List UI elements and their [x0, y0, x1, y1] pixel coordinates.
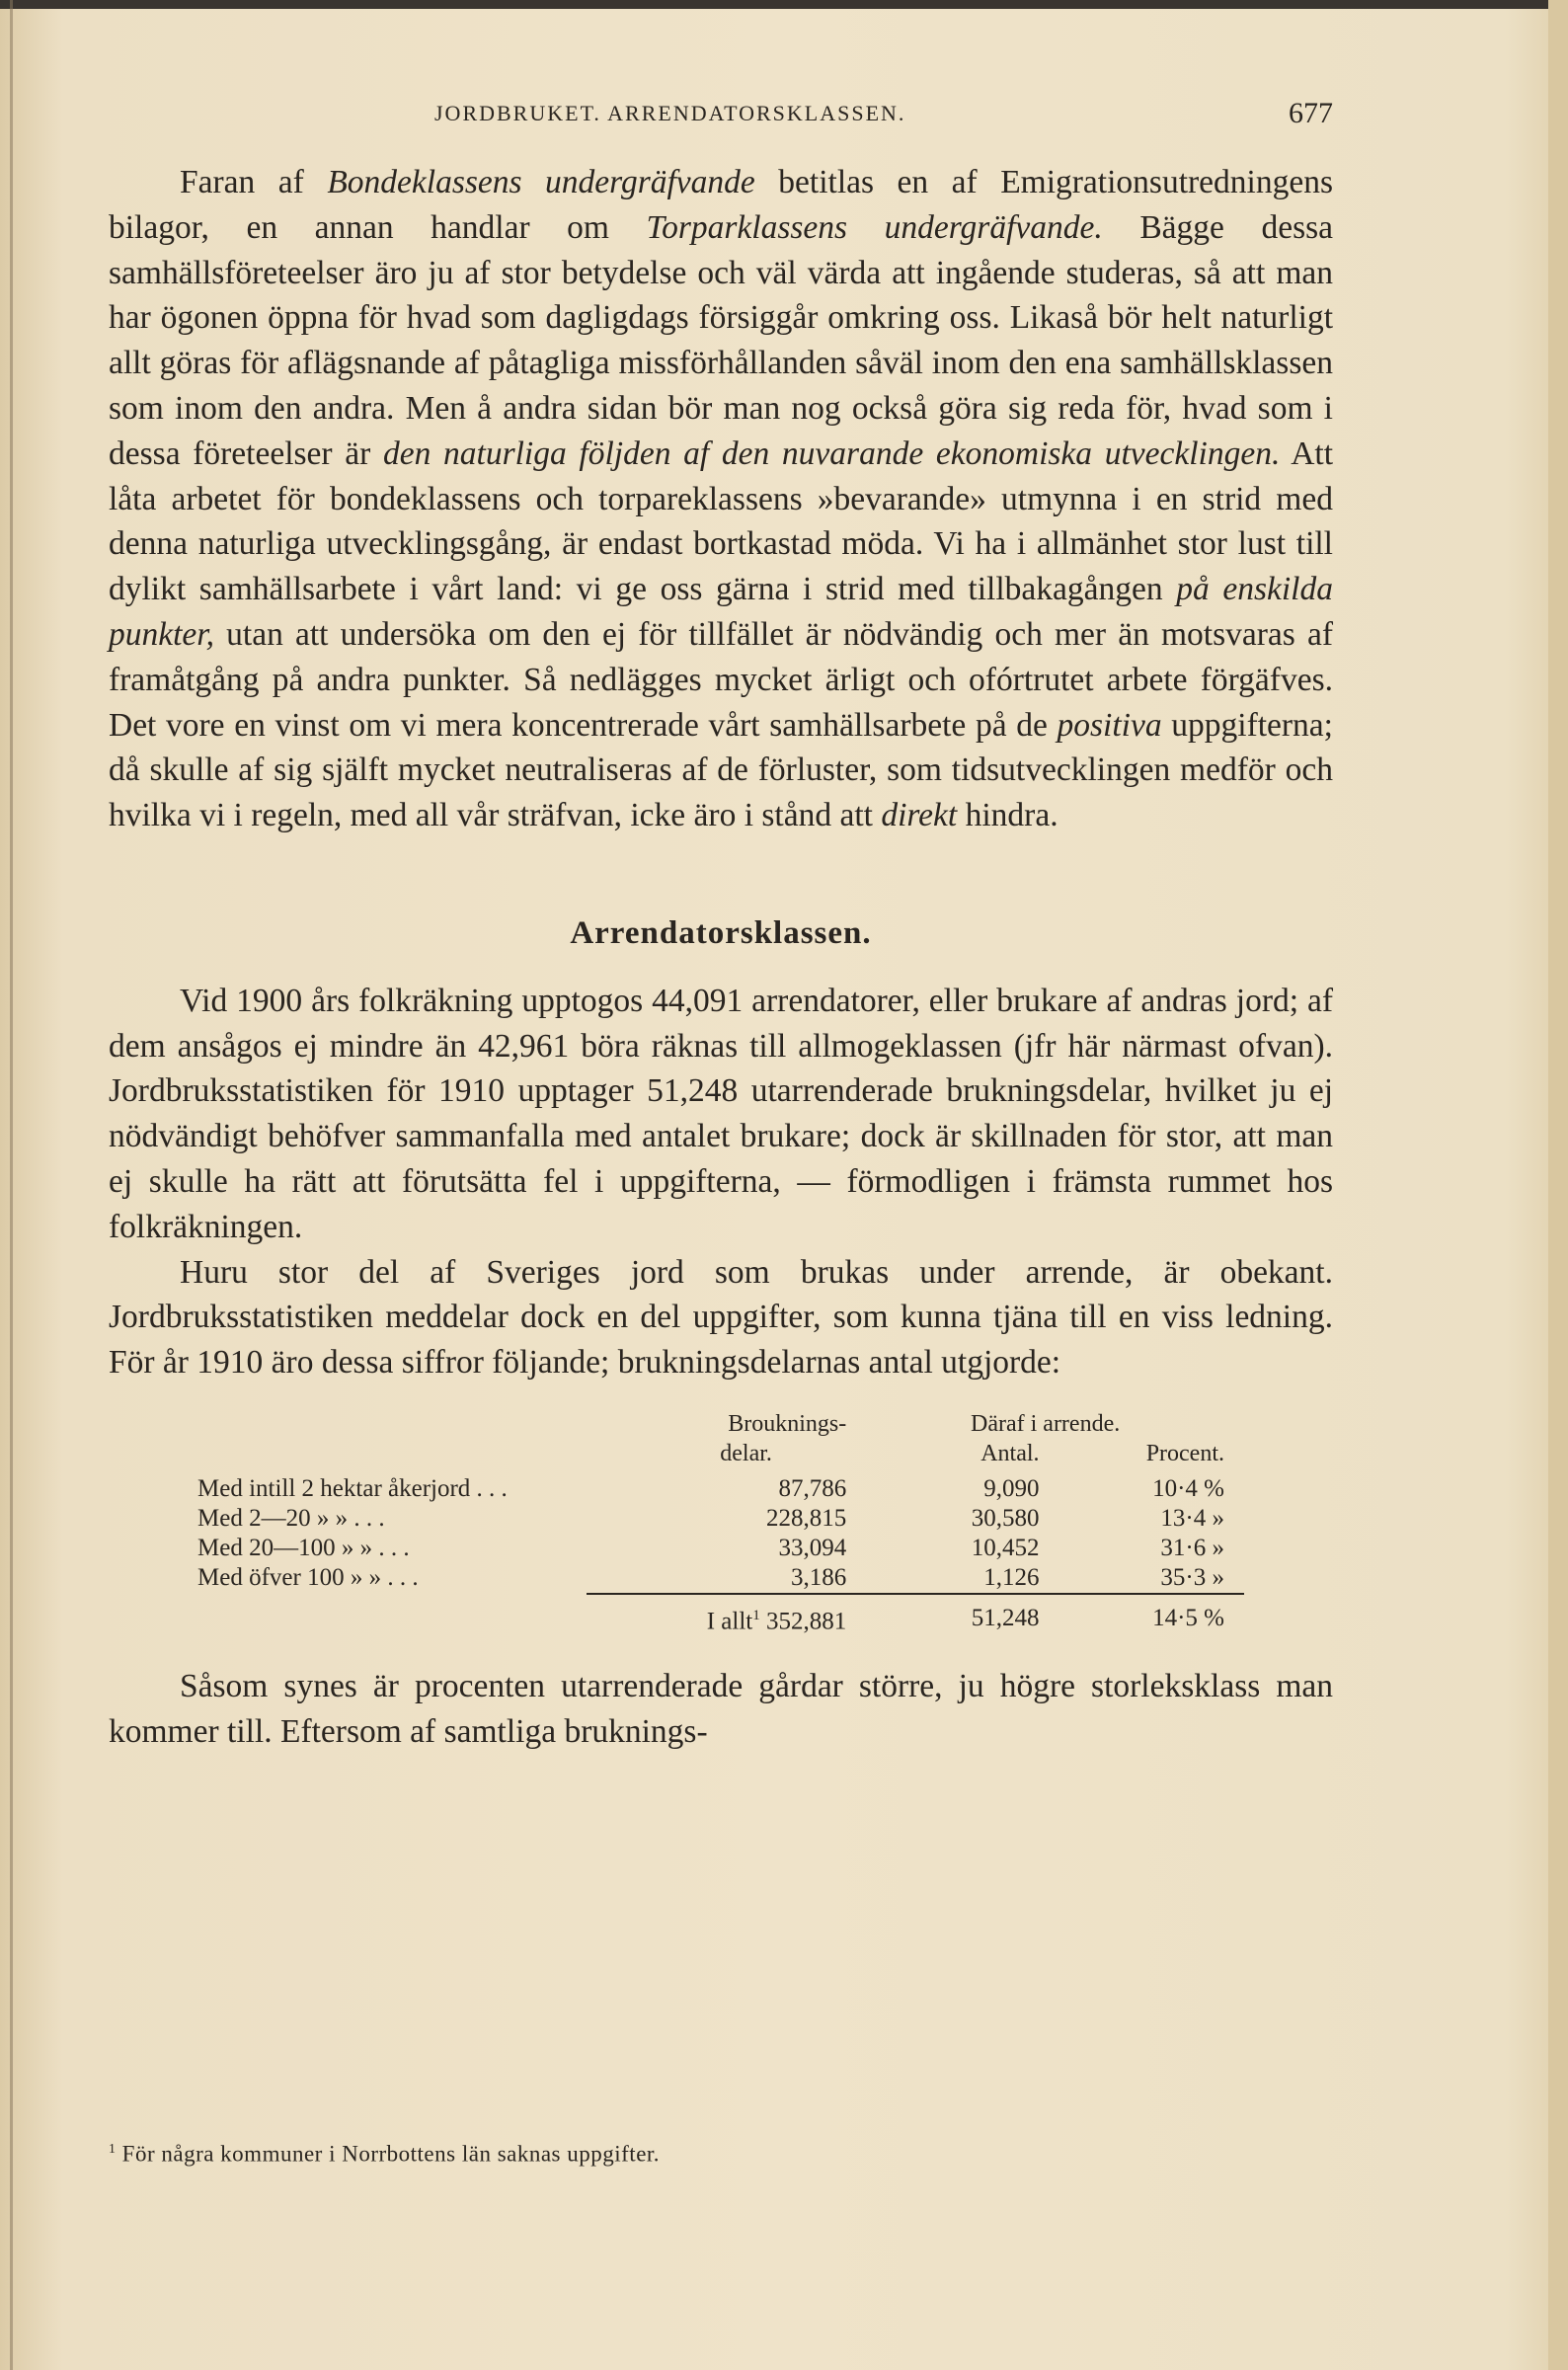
footnote [109, 2141, 1333, 2168]
top-border [0, 0, 1568, 9]
table-total-row: I allt$^1$ 352,881 51,248 14·5 % [197, 1594, 1244, 1636]
binding-edge [10, 0, 13, 2370]
table-row: Med 20—100 » » . . . 33,094 10,452 31·6 » [197, 1534, 1224, 1561]
italic-phrase: direkt [881, 797, 958, 834]
italic-phrase: Bondeklassens undergräfvande [327, 164, 755, 200]
section-heading: Arrendatorsklassen. [570, 914, 872, 951]
page-number: 677 [1289, 97, 1333, 129]
header-delar: Brouknings- [728, 1410, 847, 1437]
paragraph-emigration: Faran af Bondeklassens undergräfvande betitlas en af Emigrationsutredningens bilagor, en annan handlar om Torparklassens undergräfvande. Bägge dessa samhällsföreteelser äro ju af stor betydelse och väl värda att ingående studeras, så att man har ögonen öppna för hvad som dagligdags försiggår omkring oss. Likaså bör helt naturligt allt göras för aflägsnande af påtagliga missförhållanden såväl inom den ena samhällsklassen som inom den andra. Men å andra sidan bör man nog också göra sig reda för, hvad som i dessa företeelser är den naturliga följden af den nuvarande ekonomiska utvecklingen. Att låta arbetet för bondeklassens och torpareklassens »bevarande» utmynna i en strid med denna naturliga utvecklingsgång, är endast bortkastad möda. Vi ha i allmänhet stor lust till dylikt samhällsarbete i vårt land: vi ge oss gärna i strid med tillbakagången på enskilda punkter, utan att undersöka om den ej för tillfället är nödvändig och mer än motsvaras af framåtgång på andra punkter. Så nedlägges mycket ärligt och ofórtrutet arbete förgäfves. Det vore en vinst om vi mera koncentrerade vårt samhällsarbete på de positiva uppgifterna; då skulle af sig själft mycket neutraliseras af de förluster, som tidsutvecklingen medför och hvilka vi i regeln, med all vår sträfvan, icke äro i stånd att direkt hindra. [109, 164, 1334, 834]
paragraph-statistics: Huru stor del af Sveriges jord som brukas under arrende, är obekant. Jordbruksstatistiken meddelar dock en del uppgifter, som kunna tjäna till en viss ledning. För år 1910 äro dessa siffror följande; brukningsdelarnas antal utgjorde: [109, 1253, 1333, 1382]
page-edge [1548, 0, 1568, 2370]
table-row: Med intill 2 hektar åkerjord . . . 87,786 9,090 10·4 % [197, 1474, 1224, 1502]
italic-phrase: Torparklassens undergräfvande. [646, 208, 1103, 246]
table-header-row [197, 1409, 1244, 1439]
table-row: Med öfver 100 » » . . . 3,186 1,126 35·3 » [197, 1563, 1224, 1592]
footnote-mark: 1 [109, 2141, 117, 2156]
header-antal: Antal. [980, 1440, 1040, 1466]
table-header-row [197, 1439, 1244, 1468]
italic-phrase: positiva [1057, 706, 1162, 744]
paragraph-conclusion: Såsom synes är procenten utarrenderade gårdar större, ju högre storleksklass man kommer till. Eftersom af samtliga bruknings- [109, 1668, 1333, 1751]
italic-phrase: på enskilda punkter, [109, 571, 1333, 653]
header-group: Däraf i arrende. [971, 1410, 1121, 1437]
italic-phrase: den naturliga följden af den nuvarande ekonomiska utvecklingen. [382, 434, 1281, 472]
table-row: Med 2—20 » » . . . 228,815 30,580 13·4 » [197, 1504, 1224, 1532]
tenancy-table [197, 1409, 1244, 1636]
page-header [109, 97, 1333, 136]
running-head: JORDBRUKET. ARRENDATORSKLASSEN. [434, 101, 906, 125]
header-procent: Procent. [1145, 1440, 1224, 1466]
footnote-text: För några kommuner i Norrbottens län saknas uppgifter. [116, 2141, 661, 2167]
paragraph-census: Vid 1900 års folkräkning upptogos 44,091 arrendatorer, eller brukare af andras jord; af dem ansågos ej mindre än 42,961 böra räknas till allmogeklassen (jfr här närmast ofvan). Jordbruksstatistiken för 1910 upptager 51,248 utarrenderade brukningsdelar, hvilket ju ej nödvändigt behöfver sammanfalla med antalet brukare; dock är skillnaden för stor, att man ej skulle ha rätt att förutsätta fel i uppgifterna, — förmodligen i främsta rummet hos folkräkningen. [109, 982, 1333, 1245]
header-delar-2: delar. [720, 1440, 772, 1466]
page-body [109, 160, 1333, 1755]
